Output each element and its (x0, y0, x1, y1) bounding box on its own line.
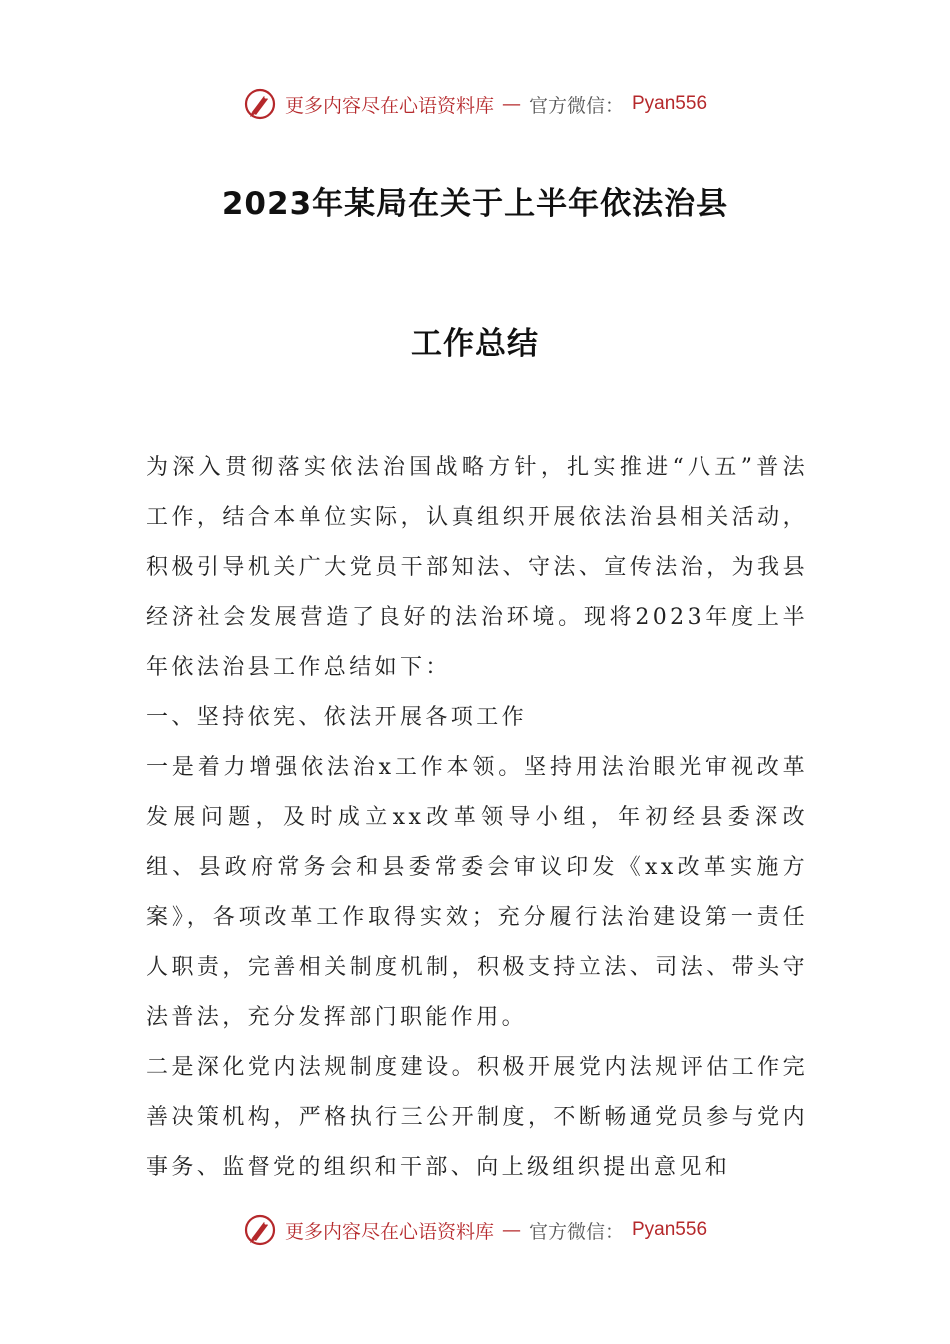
document-title-line-2: 工作总结 (411, 326, 539, 362)
body-paragraph: 一是着力增强依法治x工作本领。坚持用法治眼光审视改革发展问题，及时成立xx改革领导小组，年初经县委深改组、县政府常务会和县委常委会审议印发《xx改革实施方案》，各项改革工作取得实效；充分履行法治建设第一责任人职责，完善相关制度机制，积极支持立法、司法、带头守法普法，充分发挥部门职能作用。 (146, 755, 808, 1030)
pen-logo-icon (243, 87, 277, 121)
section-heading: 一、坚持依宪、依法开展各项工作 (146, 705, 528, 730)
footer-banner-separator: — (501, 1219, 521, 1241)
pen-logo-icon (243, 1213, 277, 1247)
header-banner-separator: — (501, 93, 521, 115)
footer-banner-text: 更多内容尽在心语资料库 (284, 1220, 494, 1243)
body-paragraph: 二是深化党内法规制度建设。积极开展党内法规评估工作完善决策机构，严格执行三公开制度，不断畅通党员参与党内事务、监督党的组织和干部、向上级组织提出意见和 (146, 1055, 808, 1180)
footer-watermark-banner (0, 1210, 950, 1250)
document-title-line-1: 2023年某局在关于上半年依法治县 (221, 186, 729, 222)
header-watermark-banner (0, 84, 950, 124)
footer-wechat-id: Pyan556 (632, 1219, 708, 1240)
header-wechat-label: 官方微信： (528, 94, 624, 117)
document-body (146, 443, 808, 1193)
header-banner-text: 更多内容尽在心语资料库 (284, 94, 494, 117)
intro-paragraph: 为深入贯彻落实依法治国战略方针，扎实推进“八五”普法工作，结合本单位实际，认真组织开展依法治县相关活动，积极引导机关广大党员干部知法、守法、宣传法治，为我县经济社会发展营造了良好的法治环境。现将2023年度上半年依法治县工作总结如下： (146, 455, 808, 680)
footer-wechat-label: 官方微信： (528, 1220, 624, 1243)
header-wechat-id: Pyan556 (632, 93, 708, 114)
